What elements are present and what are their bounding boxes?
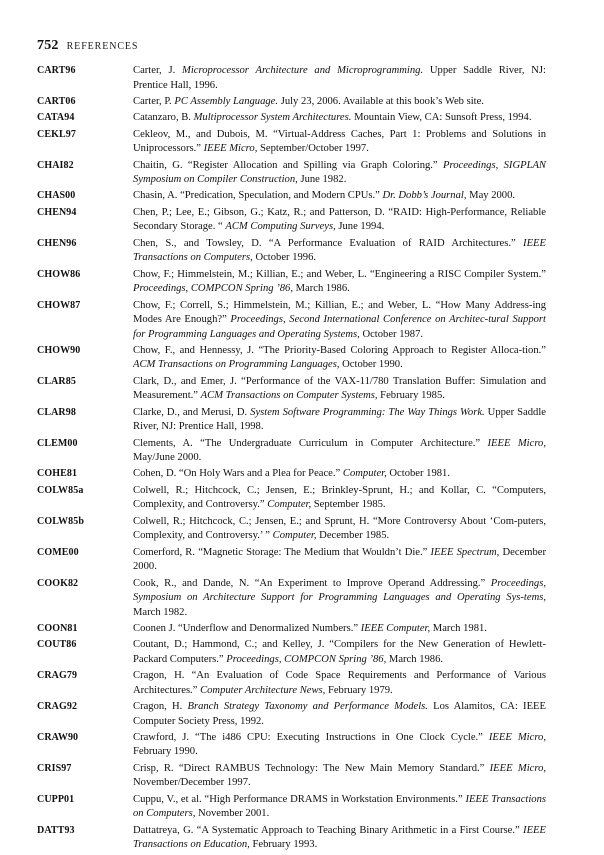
reference-text [133, 824, 546, 853]
reference-italic-segment: Computer Architecture News, [200, 684, 326, 696]
reference-segment: Crisp, R. “Direct RAMBUS Technology: The New Main Memory Standard.” [133, 762, 490, 774]
reference-segment: Cook, R., and Dande, N. “An Experiment to Improve Operand Addressing.” [133, 577, 491, 589]
reference-italic-segment: IEEE Micro, [488, 731, 547, 743]
reference-segment: February 1993. [249, 839, 318, 851]
reference-key: COME00 [37, 546, 79, 558]
reference-entry [37, 824, 546, 853]
page-number: 752 [37, 38, 59, 53]
reference-italic-segment: Computer, [272, 530, 317, 542]
reference-entry [37, 111, 546, 126]
reference-entry [37, 268, 546, 297]
reference-text [133, 669, 546, 698]
reference-segment: Dattatreya, G. “A Systematic Approach to Teaching Binary Arithmetic in a First Course.” [133, 824, 524, 836]
reference-text [133, 484, 546, 513]
reference-segment: Cohen, D. “On Holy Wars and a Plea for Peace.” [133, 468, 343, 480]
reference-segment: February 1979. [325, 684, 393, 696]
reference-italic-segment: IEEE Micro, [487, 437, 546, 449]
reference-italic-segment: IEEE Transactions on Computers, [133, 237, 546, 264]
reference-entry [37, 515, 546, 544]
reference-text [133, 577, 546, 621]
reference-key: COHE81 [37, 468, 78, 480]
reference-text [133, 375, 546, 404]
reference-key: CRIS97 [37, 762, 72, 774]
reference-segment: Cekleov, M., and Dubois, M. “Virtual-Address Caches, Part 1: Problems and Solutions in Uniprocessors.” [133, 128, 546, 155]
reference-list [37, 64, 546, 855]
reference-italic-segment: Proceedings, COMPCON Spring ’86, [133, 283, 293, 295]
reference-italic-segment: IEEE Micro, [203, 143, 258, 155]
reference-italic-segment: Branch Strategy Taxonomy and Performance Models. [187, 701, 428, 713]
reference-segment: September/October 1997. [257, 143, 369, 155]
reference-italic-segment: Computer, [267, 499, 312, 511]
reference-entry [37, 467, 546, 482]
reference-text [133, 189, 546, 204]
reference-key: COON81 [37, 622, 78, 634]
reference-segment: Coonen J. “Underflow and Denormalized Numbers.” [133, 622, 361, 634]
reference-key: CHOW90 [37, 344, 81, 356]
reference-segment: December 2000. [133, 546, 546, 573]
reference-entry [37, 700, 546, 729]
reference-segment: September 1985. [311, 499, 386, 511]
reference-text [133, 793, 546, 822]
reference-segment: Upper Saddle River, NJ: Prentice Hall, 1996. [133, 65, 546, 91]
reference-text [133, 546, 546, 575]
reference-text [133, 206, 546, 235]
reference-entry [37, 622, 546, 637]
reference-segment: May 2000. [466, 190, 516, 202]
reference-italic-segment: Multiprocessor System Architectures. [193, 112, 352, 124]
reference-italic-segment: ACM Computing Surveys, [225, 221, 336, 233]
reference-entry [37, 546, 546, 575]
section-title: REFERENCES [66, 41, 139, 52]
reference-segment: Colwell, R.; Hitchcock, C.; Jensen, E.; Brinkley-Sprunt, H.; and Kollar, C. “Computers, Complexity, and Controversy.” [133, 484, 546, 511]
reference-segment: Chasin, A. “Predication, Speculation, and Modern CPUs.” [133, 190, 383, 202]
reference-segment: Cragon, H. “An Evaluation of Code Space Requirements and Performance of Various Architectures.” [133, 670, 546, 696]
reference-segment: March 1981. [430, 622, 487, 634]
reference-key: COLW85b [37, 515, 85, 527]
reference-key: COOK82 [37, 577, 79, 589]
reference-segment: Clements, A. “The Undergraduate Curriculum in Computer Architecture.” [133, 437, 488, 449]
reference-segment: November/December 1997. [133, 777, 251, 789]
reference-segment: Upper Saddle River, NJ: Prentice Hall, 1998. [133, 406, 546, 433]
reference-italic-segment: IEEE Transactions on Computers, [133, 793, 546, 820]
reference-segment: Chow, F., and Hennessy, J. “The Priority-Based Coloring Approach to Register Alloca-tion.” [133, 344, 546, 356]
reference-key: CHAI82 [37, 159, 74, 171]
reference-entry [37, 484, 546, 513]
reference-key: DATT93 [37, 824, 75, 836]
reference-segment: February 1990. [133, 746, 198, 758]
reference-segment: May/June 2000. [133, 452, 202, 464]
reference-segment: October 1996. [252, 252, 317, 264]
reference-segment: March 1986. [386, 653, 444, 665]
reference-key: CRAG92 [37, 701, 78, 713]
reference-key: CHEN94 [37, 206, 77, 218]
reference-segment: Colwell, R.; Hitchcock, C.; Jensen, E.; and Sprunt, H. “More Controversy About ‘Com-puters, Complexity, and Controversy.’ ” [133, 515, 546, 542]
reference-key: CEKL97 [37, 128, 76, 140]
reference-text [133, 268, 546, 297]
reference-entry [37, 237, 546, 266]
reference-italic-segment: ACM Transactions on Programming Languages, [133, 359, 340, 371]
reference-segment: Catanzaro, B. [133, 112, 194, 124]
reference-italic-segment: Dr. Dobb’s Journal, [382, 190, 467, 202]
reference-segment: Chaitin, G. “Register Allocation and Spilling via Graph Coloring.” [133, 159, 444, 171]
reference-entry [37, 128, 546, 157]
reference-text [133, 622, 546, 637]
reference-segment: Carter, J. [133, 65, 183, 76]
reference-entry [37, 406, 546, 435]
reference-text [133, 237, 546, 266]
reference-key: CLEM00 [37, 437, 78, 449]
reference-segment: October 1981. [386, 468, 451, 480]
reference-entry [37, 344, 546, 373]
reference-text [133, 299, 546, 343]
reference-entry [37, 731, 546, 760]
reference-segment: Clarke, D., and Merusi, D. [133, 406, 251, 418]
reference-text [133, 64, 546, 93]
reference-text [133, 700, 546, 729]
reference-segment: November 2001. [195, 808, 270, 820]
reference-segment: October 1990. [339, 359, 403, 371]
reference-key: CART06 [37, 95, 76, 107]
reference-segment: Carter, P. [133, 95, 175, 107]
reference-key: CHOW87 [37, 299, 81, 311]
reference-entry [37, 375, 546, 404]
reference-entry [37, 64, 546, 93]
reference-segment: June 1994. [335, 221, 385, 233]
reference-segment: Coutant, D.; Hammond, C.; and Kelley, J. “Compilers for the New Generation of Hewlett-Packard Computers.” [133, 639, 546, 665]
reference-key: CRAG79 [37, 670, 78, 682]
reference-key: CHAS00 [37, 190, 76, 202]
reference-entry [37, 762, 546, 791]
reference-segment: Los Alamitos, CA: IEEE Computer Society Press, 1992. [133, 701, 546, 727]
reference-italic-segment: ACM Transactions on Computer Systems, [200, 390, 378, 402]
reference-key: CATA94 [37, 112, 75, 124]
reference-key: CHOW86 [37, 268, 81, 280]
reference-text [133, 437, 546, 466]
reference-italic-segment: Computer, [342, 468, 387, 480]
reference-entry [37, 189, 546, 204]
reference-italic-segment: Proceedings, Second International Conference on Architec-tural Support for Programming Languages and Operating Systems, [133, 314, 546, 340]
reference-key: CLAR98 [37, 406, 76, 418]
reference-entry [37, 95, 546, 110]
reference-text [133, 406, 546, 435]
reference-text [133, 128, 546, 157]
reference-italic-segment: IEEE Transactions on Education, [133, 824, 546, 851]
reference-segment: June 1982. [297, 174, 347, 186]
reference-text [133, 762, 546, 791]
reference-entry [37, 206, 546, 235]
reference-text [133, 344, 546, 373]
reference-key: COLW85a [37, 484, 84, 496]
reference-italic-segment: IEEE Spectrum, [430, 546, 500, 558]
reference-segment: Chen, S., and Towsley, D. “A Performance Evaluation of RAID Architectures.” [133, 237, 524, 249]
reference-segment: Cuppu, V., et al. “High Performance DRAMS in Workstation Environments.” [133, 793, 466, 805]
reference-key: CRAW90 [37, 731, 79, 743]
reference-key: CLAR85 [37, 375, 76, 387]
reference-key: CUPP01 [37, 793, 75, 805]
reference-entry [37, 669, 546, 698]
reference-segment: March 1986. [292, 283, 350, 295]
reference-text [133, 95, 546, 110]
reference-segment: Comerford, R. “Magnetic Storage: The Medium that Wouldn’t Die.” [133, 546, 431, 558]
reference-segment: Clark, D., and Emer, J. “Performance of the VAX-11/780 Translation Buffer: Simulation and Measurement.” [133, 375, 546, 402]
reference-segment: Cragon, H. [133, 701, 188, 713]
reference-key: CART96 [37, 65, 76, 76]
reference-segment: October 1987. [359, 328, 424, 340]
reference-italic-segment: IEEE Computer, [360, 622, 431, 634]
reference-entry [37, 437, 546, 466]
reference-text [133, 638, 546, 667]
reference-segment: Chow, F.; Himmelstein, M.; Killian, E.; and Weber, L. “Engineering a RISC Compiler System.” [133, 268, 546, 280]
reference-entry [37, 793, 546, 822]
reference-italic-segment: PC Assembly Language. [174, 95, 279, 107]
reference-entry [37, 159, 546, 188]
reference-entry [37, 577, 546, 621]
reference-italic-segment: Proceedings, SIGPLAN Symposium on Compiler Construction, [133, 159, 546, 186]
reference-key: COUT86 [37, 639, 77, 651]
reference-entry [37, 299, 546, 343]
reference-segment: July 23, 2006. Available at this book’s Web site. [278, 95, 484, 107]
reference-segment: Chen, P.; Lee, E.; Gibson, G.; Katz, R.; and Patterson, D. “RAID: High-Performance, Reliable Secondary Storage. “ [133, 206, 546, 233]
reference-key: CHEN96 [37, 237, 77, 249]
running-head [37, 36, 138, 54]
reference-text [133, 159, 546, 188]
reference-text [133, 515, 546, 544]
reference-segment: Chow, F.; Correll, S.; Himmelstein, M.; Killian, E.; and Weber, L. “How Many Address-ing Modes Are Enough?” [133, 299, 546, 326]
reference-italic-segment: IEEE Micro, [489, 762, 547, 774]
reference-segment: February 1985. [377, 390, 445, 402]
reference-text [133, 731, 546, 760]
reference-italic-segment: System Software Programming: The Way Things Work. [250, 406, 485, 418]
reference-segment: December 1985. [316, 530, 390, 542]
reference-text [133, 111, 546, 126]
reference-text [133, 467, 546, 482]
reference-segment: Mountain View, CA: Sunsoft Press, 1994. [351, 112, 532, 124]
reference-italic-segment: Proceedings, Symposium on Architecture Support for Programming Languages and Operating Sys-tems, [133, 577, 546, 604]
reference-entry [37, 638, 546, 667]
reference-segment: March 1982. [133, 606, 188, 618]
reference-italic-segment: Proceedings, COMPCON Spring ’86, [226, 653, 387, 665]
reference-italic-segment: Microprocessor Architecture and Microprogramming. [182, 65, 424, 76]
reference-segment: Crawford, J. “The i486 CPU: Executing Instructions in One Clock Cycle.” [133, 731, 489, 743]
